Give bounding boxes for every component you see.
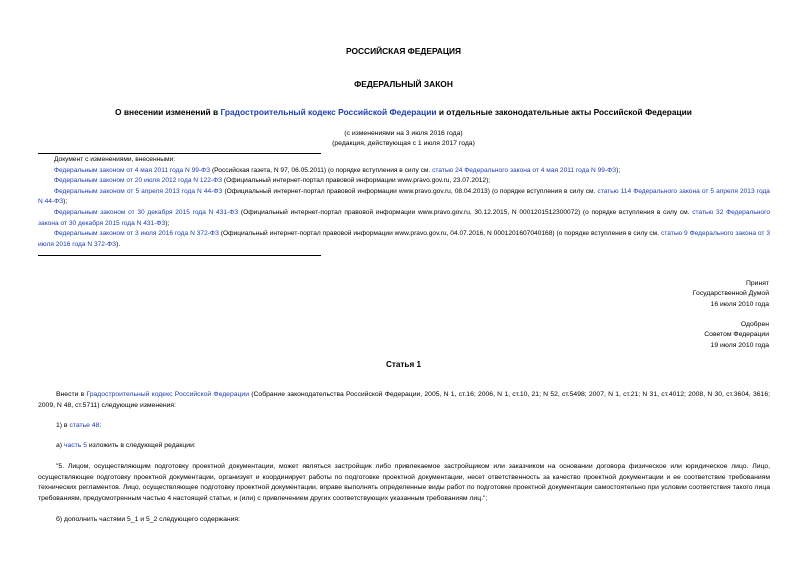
change-item — [38, 208, 770, 229]
law-title — [0, 107, 807, 118]
approved-label: Одобрен — [740, 321, 769, 328]
change-law-link[interactable]: Федеральным законом от 3 июля 2016 года N 372-ФЗ — [54, 230, 219, 238]
law-type-heading: ФЕДЕРАЛЬНЫЙ ЗАКОН — [354, 79, 453, 89]
article-body-5 — [38, 515, 770, 526]
approved-block — [704, 320, 769, 351]
article-paragraph — [38, 390, 770, 411]
changes-block — [38, 155, 770, 250]
change-tail: ); — [165, 219, 170, 227]
change-law-link[interactable]: Федеральным законом от 20 июля 2012 года N 122-ФЗ — [54, 177, 223, 185]
article-body-3 — [38, 441, 770, 452]
change-tail: ); — [616, 166, 621, 174]
text: Внести в — [56, 391, 87, 398]
adopted-date: 16 июля 2010 года — [710, 300, 769, 308]
adopted-body: Государственной Думой — [692, 290, 769, 298]
change-article-link[interactable]: статью 114 Федерального закона от 5 апреля 2013 года N 44-ФЗ — [38, 187, 770, 206]
change-text: (Официальный интернет-портал правовой информации www.pravo.gov.ru, 08.04.2013) (о порядке вступления в силу см. — [222, 187, 598, 195]
change-text: (Официальный интернет-портал правовой информации www.pravo.gov.ru, 04.07.2016, N 0001201607040168) (о порядке вступления в силу см. — [218, 230, 661, 238]
change-item — [38, 187, 770, 208]
change-item — [38, 229, 770, 250]
adopted-label: Принят — [745, 280, 769, 287]
change-text: (Официальный интернет-портал правовой информации www.pravo.gov.ru, 30.12.2015, N 0001201512300072) (о порядке вступления в силу см. — [238, 208, 693, 216]
change-tail: ). — [116, 240, 121, 248]
article-body-2 — [38, 421, 770, 432]
article-paragraph — [38, 421, 770, 432]
edition-note: (с изменениями на 3 июля 2016 года) — [344, 130, 463, 137]
text: 1) в — [56, 422, 70, 429]
change-item — [38, 176, 770, 187]
change-article-link[interactable]: статью 9 Федерального закона от 3 июля 2016 года N 372-ФЗ — [38, 230, 770, 248]
text: : — [99, 422, 102, 429]
text: (Собрание законодательства Российской Федерации, 2005, N 1, ст.16; 2006, N 1, ст.10, 21; N 52, ст.5498; 2007, N 1, ст.21; N 31, ст.4012; 2008, N 30, ст.3604, 3616; 2009, N 48, ст.5711) следующие изменения: — [38, 391, 771, 409]
title-prefix: О внесении изменений в — [115, 107, 221, 117]
article-paragraph: "5. Лицом, осуществляющим подготовку проектной документации, может являться застройщик либо привлекаемое застройщиком или заказчиком на основании договора физическое или юридическое лицо. Лицо, осуществляющее подготовку проектной документации, организует и координирует работы по подготовке проектной документации, несет ответственность за качество проектной документации и ее соответствие требованиям технических регламентов. Лицо, осуществляющее подготовку проектной документации, вправе выполнять определенные виды работ по подготовке проектной документации самостоятельно при условии соответствия такого лица требованиям, предусмотренным частью 4 настоящей статьи, и (или) с привлечением других соответствующих указанным требованиям лиц."; — [38, 463, 770, 502]
change-tail: ); — [63, 198, 68, 206]
change-article-link[interactable]: статью 24 Федерального закона от 4 мая 2011 года N 99-ФЗ — [432, 166, 617, 174]
change-law-link[interactable]: Федеральным законом от 4 мая 2011 года N 99-ФЗ — [54, 166, 211, 174]
text: изложить в следующей редакции: — [86, 442, 196, 449]
divider-bottom — [38, 255, 321, 256]
part-5-link[interactable]: часть 5 — [63, 442, 87, 449]
approved-date: 19 июля 2010 года — [710, 341, 769, 349]
article-body-4 — [38, 462, 770, 504]
approved-body: Советом Федерации — [704, 331, 769, 339]
title-code-link[interactable]: Градостроительный кодекс Российской Федерации — [220, 107, 437, 117]
title-suffix: и отдельные законодательные акты Российской Федерации — [436, 107, 692, 117]
change-text: (Российская газета, N 97, 06.05.2011) (о порядке вступления в силу см. — [210, 166, 433, 174]
change-article-link[interactable]: статью 32 Федерального закона от 30 декабря 2015 года N 431-ФЗ — [38, 208, 770, 227]
article-paragraph: б) дополнить частями 5_1 и 5_2 следующего содержания: — [56, 516, 241, 523]
article-48-link[interactable]: статье 48 — [69, 422, 100, 429]
text: а) — [56, 442, 64, 449]
article-title: Статья 1 — [385, 360, 422, 369]
article-paragraph — [38, 441, 770, 452]
change-text: (Официальный интернет-портал правовой информации www.pravo.gov.ru, 23.07.2012); — [222, 177, 491, 185]
edition-effective: (редакция, действующая с 1 июля 2017 года) — [332, 140, 475, 147]
country-heading: РОССИЙСКАЯ ФЕДЕРАЦИЯ — [345, 46, 462, 56]
article-body-1 — [38, 390, 770, 411]
adopted-block — [693, 279, 769, 310]
changes-intro: Документ с изменениями, внесенными: — [54, 156, 176, 163]
change-item — [38, 166, 770, 177]
change-law-link[interactable]: Федеральным законом от 5 апреля 2013 года N 44-ФЗ — [54, 187, 223, 195]
code-link[interactable]: Градостроительный кодекс Российской Федерации — [86, 391, 250, 398]
divider-top — [38, 153, 321, 154]
change-law-link[interactable]: Федеральным законом от 30 декабря 2015 года N 431-ФЗ — [54, 208, 239, 216]
